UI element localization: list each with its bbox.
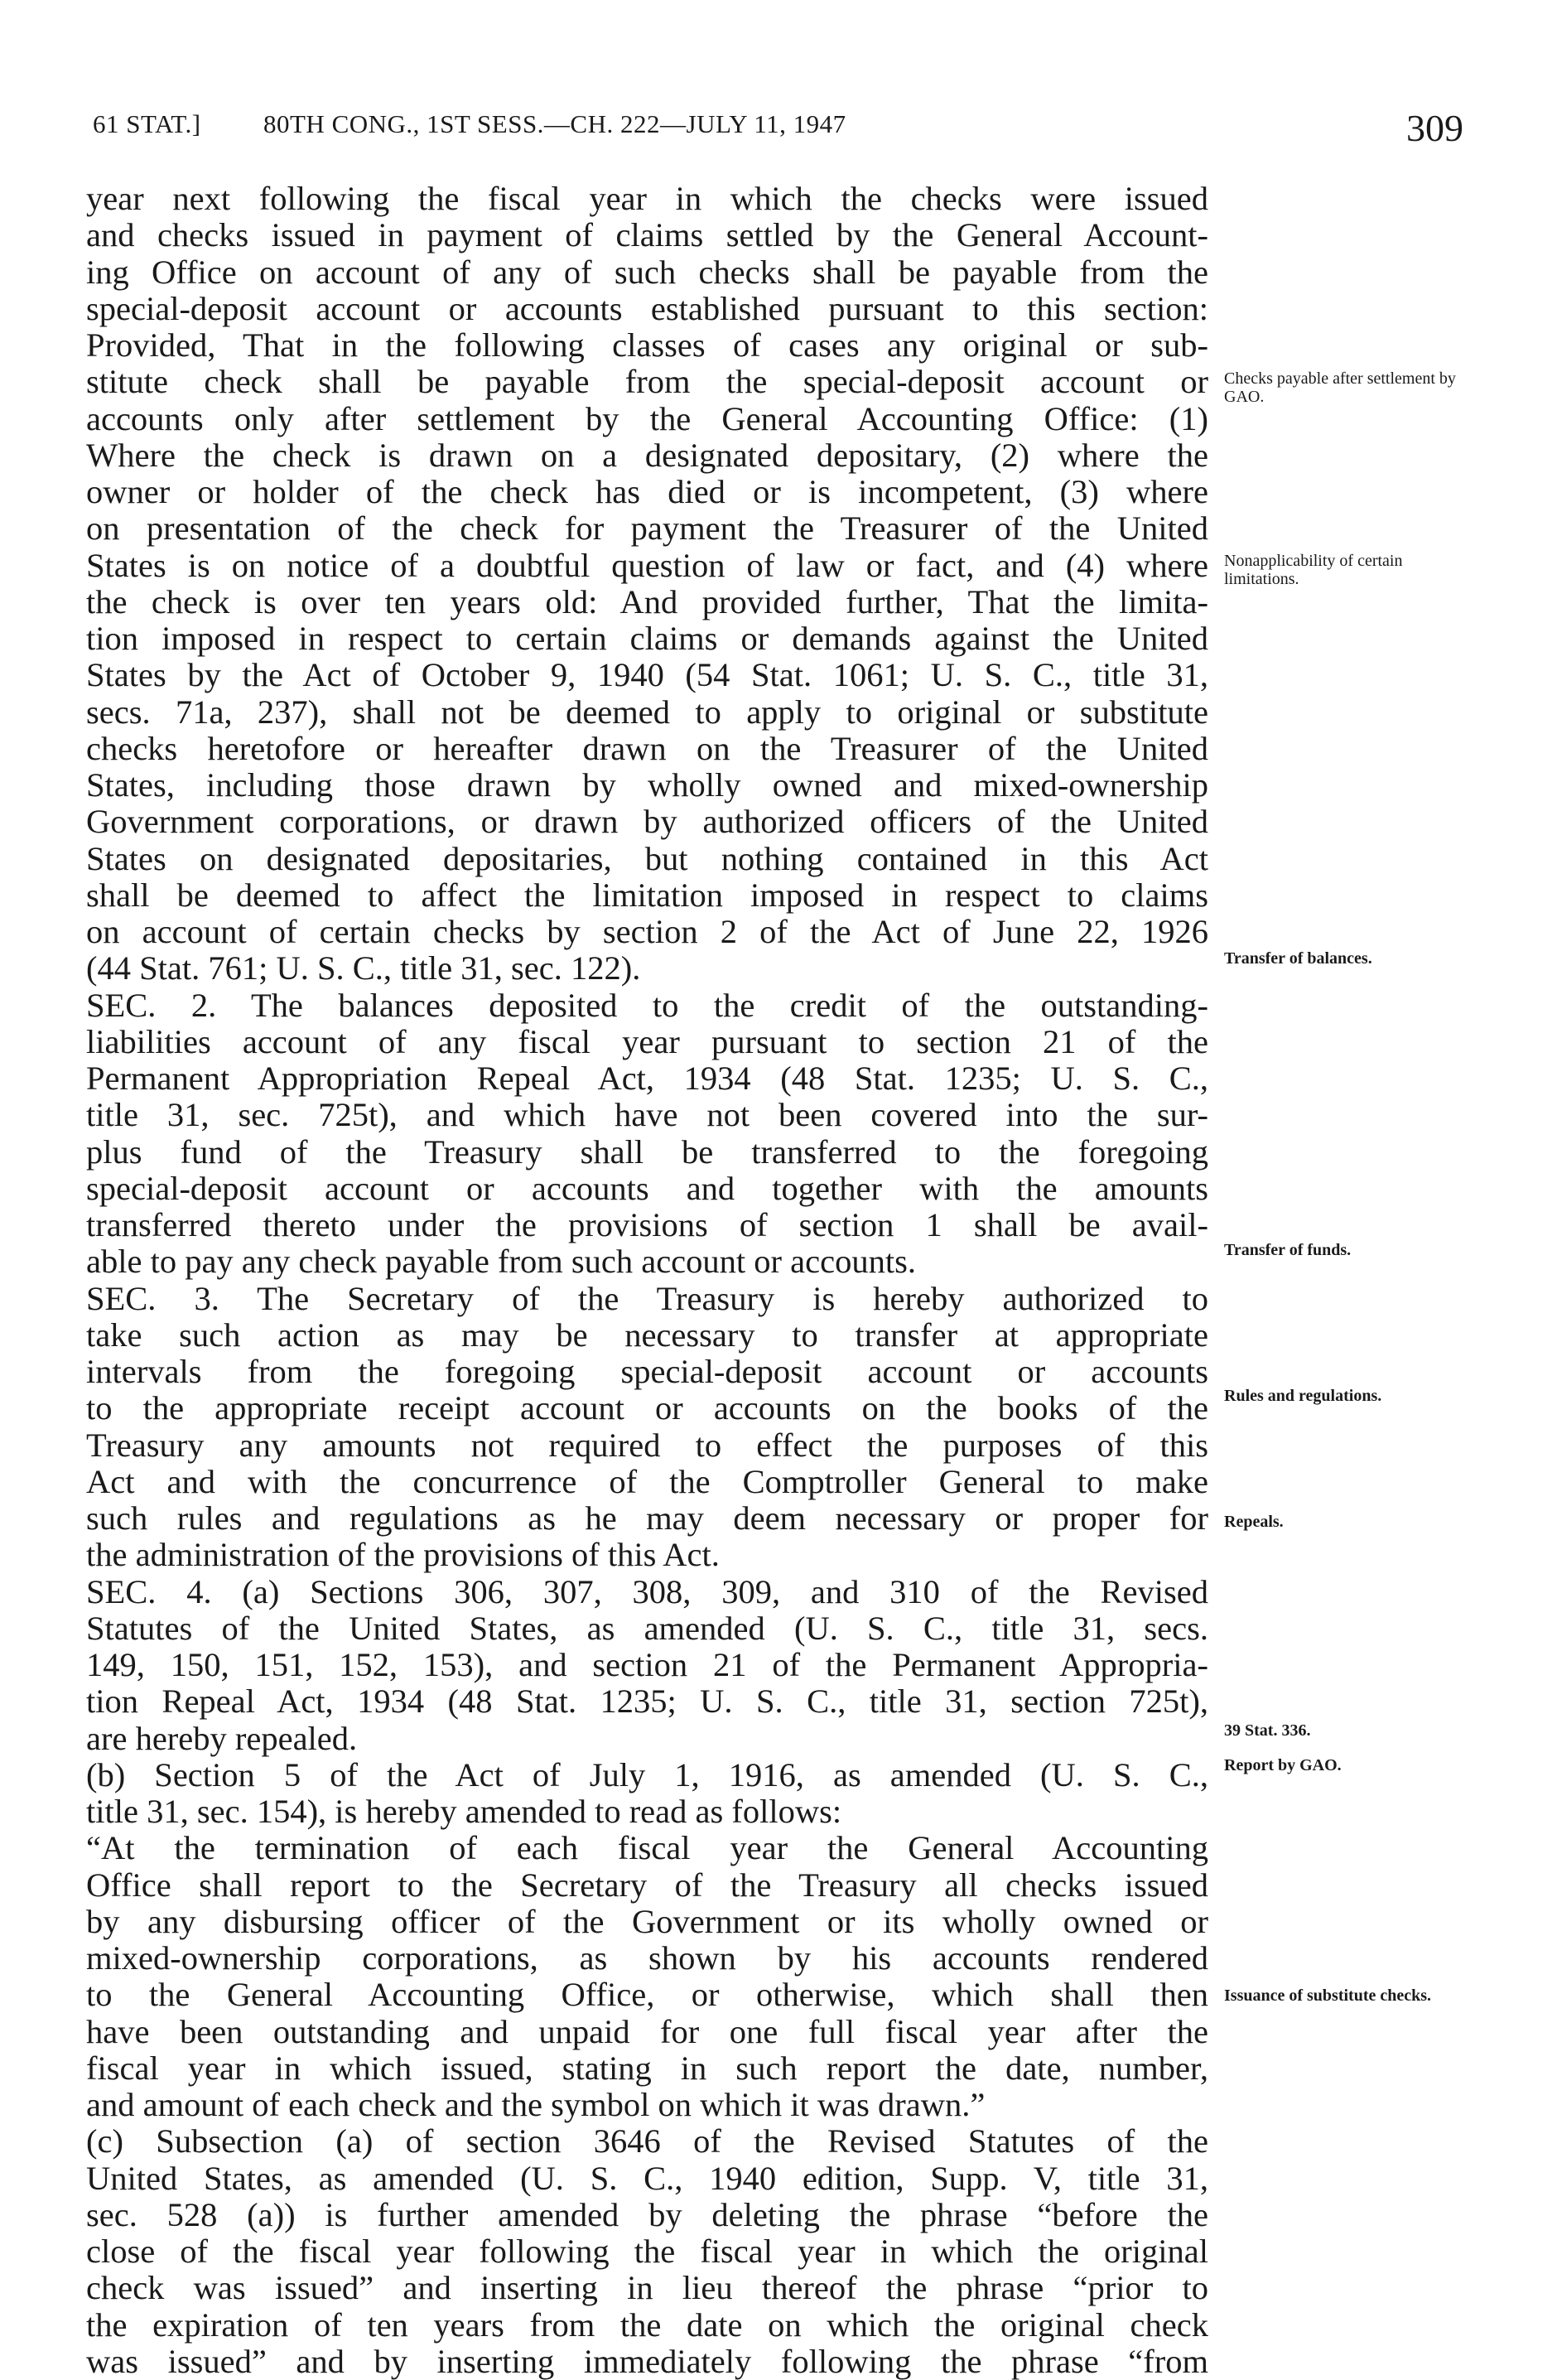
text-line: and checks issued in payment of claims settled by the General Account- <box>86 216 1208 254</box>
text-line: United States, as amended (U. S. C., 1940 edition, Supp. V, title 31, <box>86 2159 1208 2197</box>
text-line: to the General Accounting Office, or otherwise, which shall then <box>86 1976 1208 2014</box>
text-line: (44 Stat. 761; U. S. C., title 31, sec. 122). <box>86 949 641 987</box>
text-line: (c) Subsection (a) of section 3646 of the Revised Statutes of the <box>86 2122 1208 2160</box>
text-line: SEC. 4. (a) Sections 306, 307, 308, 309, and 310 of the Revised <box>86 1572 1208 1610</box>
text-line: States on designated depositaries, but nothing contained in this Act <box>86 839 1208 877</box>
text-line: to the appropriate receipt account or accounts on the books of the <box>86 1389 1208 1427</box>
text-line: are hereby repealed. <box>86 1719 358 1757</box>
statute-volume-ref: 61 STAT.] <box>93 109 201 138</box>
text-line: Government corporations, or drawn by authorized officers of the United <box>86 803 1208 841</box>
text-line: 149, 150, 151, 152, 153), and section 21 of the Permanent Appropria- <box>86 1646 1208 1683</box>
text-line: States is on notice of a doubtful question of law or fact, and (4) where <box>86 546 1208 584</box>
margin-note-transfer-balances: Transfer of balances. <box>1224 949 1372 968</box>
text-line: and amount of each check and the symbol on which it was drawn.” <box>86 2086 986 2123</box>
text-line: the expiration of ten years from the date on which the original check <box>86 2305 1208 2344</box>
text-line: title 31, sec. 154), is hereby amended to read as follows: <box>86 1793 842 1830</box>
text-line: ing Office on account of any of such checks shall be payable from the <box>86 253 1208 291</box>
text-line: on account of certain checks by section 2 of the Act of June 22, 1926 <box>86 913 1208 950</box>
running-head: 80TH CONG., 1ST SESS.—CH. 222—JULY 11, 1947 <box>263 109 846 138</box>
margin-note-nonapplicability: Nonapplicability of certain limitations. <box>1224 552 1403 588</box>
margin-note-checks-payable: Checks payable after settlement by GAO. <box>1224 369 1456 406</box>
text-line: the check is over ten years old: And provided further, That the limita- <box>86 582 1208 620</box>
main-text <box>86 181 1208 2380</box>
text-line: checks heretofore or hereafter drawn on the Treasurer of the United <box>86 729 1208 767</box>
margin-note-transfer-funds: Transfer of funds. <box>1224 1241 1352 1259</box>
page-header <box>0 0 1557 166</box>
text-line: SEC. 2. The balances deposited to the credit of the outstanding- <box>86 986 1208 1024</box>
text-line: special-deposit account or accounts and together with the amounts <box>86 1169 1208 1207</box>
text-line: mixed-ownership corporations, as shown by his accounts rendered <box>86 1939 1208 1977</box>
text-line: close of the fiscal year following the fiscal year in which the original <box>86 2233 1208 2270</box>
text-line: shall be deemed to affect the limitation imposed in respect to claims <box>86 876 1208 914</box>
text-line: States, including those drawn by wholly owned and mixed-ownership <box>86 766 1208 804</box>
text-line: transferred thereto under the provisions of section 1 shall be avail- <box>86 1206 1208 1243</box>
text-line: liabilities account of any fiscal year pursuant to section 21 of the <box>86 1022 1208 1060</box>
page-number: 309 <box>1406 107 1463 149</box>
text-line: Where the check is drawn on a designated depositary, (2) where the <box>86 436 1208 474</box>
text-line: title 31, sec. 725t), and which have not been covered into the sur- <box>86 1096 1208 1134</box>
text-line: Provided, That in the following classes of cases any original or sub- <box>86 326 1208 364</box>
text-line: plus fund of the Treasury shall be transferred to the foregoing <box>86 1132 1208 1171</box>
margin-note-issuance: Issuance of substitute checks. <box>1224 1987 1432 2005</box>
margin-note-repeals: Repeals. <box>1224 1513 1284 1531</box>
text-line: check was issued” and inserting in lieu thereof the phrase “prior to <box>86 2269 1208 2307</box>
text-line: year next following the fiscal year in which the checks were issued <box>86 180 1208 217</box>
margin-note-rules: Rules and regulations. <box>1224 1387 1382 1405</box>
text-line: SEC. 3. The Secretary of the Treasury is hereby authorized to <box>86 1279 1208 1317</box>
text-line: secs. 71a, 237), shall not be deemed to apply to original or substitute <box>86 693 1208 731</box>
text-line: accounts only after settlement by the General Accounting Office: (1) <box>86 399 1208 437</box>
text-line: Office shall report to the Secretary of the Treasury all checks issued <box>86 1866 1208 1904</box>
text-line: such rules and regulations as he may deem necessary or proper for <box>86 1499 1208 1537</box>
text-line: have been outstanding and unpaid for one full fiscal year after the <box>86 2012 1208 2050</box>
text-line: fiscal year in which issued, stating in such report the date, number, <box>86 2049 1208 2087</box>
text-line: Statutes of the United States, as amended (U. S. C., title 31, secs. <box>86 1609 1208 1647</box>
text-line: Act and with the concurrence of the Comptroller General to make <box>86 1462 1208 1500</box>
text-line: (b) Section 5 of the Act of July 1, 1916, as amended (U. S. C., <box>86 1755 1208 1793</box>
text-line: tion Repeal Act, 1934 (48 Stat. 1235; U. S. C., title 31, section 725t), <box>86 1682 1208 1721</box>
text-line: was issued” and by inserting immediately following the phrase “from <box>86 2342 1208 2380</box>
text-line: take such action as may be necessary to transfer at appropriate <box>86 1316 1208 1354</box>
text-line: stitute check shall be payable from the special-deposit account or <box>86 363 1208 401</box>
margin-note-report: Report by GAO. <box>1224 1756 1342 1774</box>
text-line: Treasury any amounts not required to effect the purposes of this <box>86 1426 1208 1464</box>
text-line: States by the Act of October 9, 1940 (54 Stat. 1061; U. S. C., title 31, <box>86 656 1208 694</box>
text-line: the administration of the provisions of this Act. <box>86 1536 720 1574</box>
text-line: special-deposit account or accounts established pursuant to this section: <box>86 289 1208 327</box>
text-line: intervals from the foregoing special-deposit account or accounts <box>86 1353 1208 1390</box>
text-line: “At the termination of each fiscal year the General Accounting <box>86 1829 1208 1867</box>
text-line: Permanent Appropriation Repeal Act, 1934 (48 Stat. 1235; U. S. C., <box>86 1060 1208 1097</box>
margin-note-stat-ref: 39 Stat. 336. <box>1224 1721 1311 1740</box>
text-line: sec. 528 (a)) is further amended by deleting the phrase “before the <box>86 2195 1208 2233</box>
text-line: tion imposed in respect to certain claims or demands against the United <box>86 620 1208 657</box>
text-line: by any disbursing officer of the Government or its wholly owned or <box>86 1902 1208 1940</box>
text-line: owner or holder of the check has died or is incompetent, (3) where <box>86 473 1208 510</box>
text-line: able to pay any check payable from such account or accounts. <box>86 1243 916 1281</box>
text-line: on presentation of the check for payment the Treasurer of the United <box>86 509 1208 548</box>
